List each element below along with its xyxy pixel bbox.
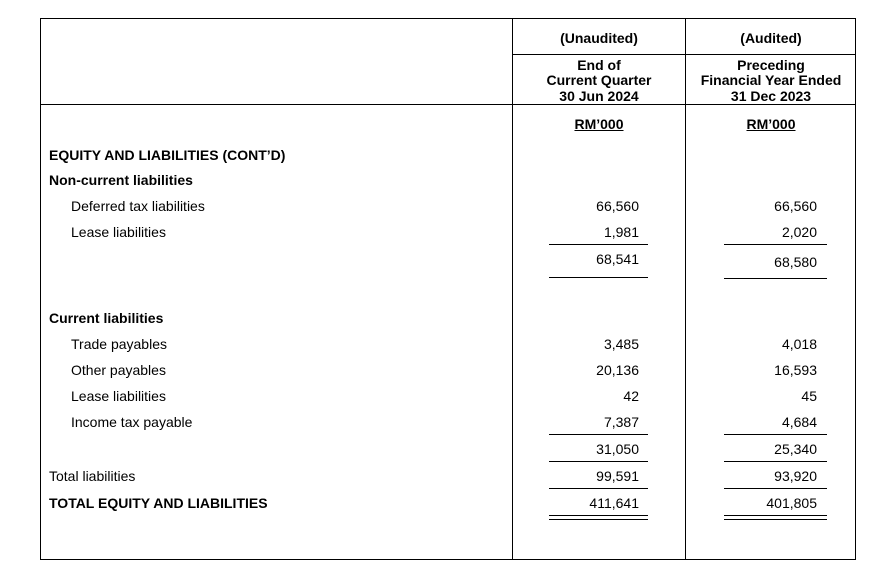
noncurrent-row-label: Lease liabilities <box>71 224 166 240</box>
current-subtotal-current: 31,050 <box>596 441 639 457</box>
noncurrent-heading: Non-current liabilities <box>49 172 193 188</box>
current-total-rule-current <box>549 461 648 462</box>
col1-status-label: (Unaudited) <box>560 30 638 46</box>
header-bottom-divider <box>40 104 856 105</box>
noncurrent-total-rule-current <box>549 277 648 278</box>
col2-header-line3: 31 Dec 2023 <box>730 88 812 104</box>
total-liabilities-prior: 93,920 <box>774 468 817 484</box>
current-row-value-current: 42 <box>623 388 639 404</box>
col2-header-line1: Preceding <box>737 57 805 73</box>
noncurrent-row-value-current: 1,981 <box>603 224 639 240</box>
current-row-label: Trade payables <box>71 336 167 352</box>
total-liabilities-rule-current <box>549 488 648 489</box>
current-row-label: Income tax payable <box>71 414 193 430</box>
col2-header-line2: Financial Year Ended <box>700 72 842 88</box>
noncurrent-subtotal-rule-prior <box>724 244 827 245</box>
col1-header-line2: Current Quarter <box>546 72 652 88</box>
current-row-value-current: 7,387 <box>603 414 639 430</box>
grand-total-double-rule-prior <box>724 515 827 520</box>
total-equity-liabilities-prior: 401,805 <box>766 495 817 511</box>
header-status-divider <box>512 54 856 55</box>
total-liabilities-current: 99,591 <box>596 468 639 484</box>
noncurrent-subtotal-rule-current <box>549 244 648 245</box>
current-row-label: Lease liabilities <box>71 388 166 404</box>
col2-unit: RM’000 <box>746 116 796 132</box>
current-row-value-prior: 16,593 <box>774 362 817 378</box>
current-row-value-prior: 4,684 <box>781 414 817 430</box>
noncurrent-row-value-current: 66,560 <box>596 198 639 214</box>
current-row-value-current: 3,485 <box>603 336 639 352</box>
current-heading: Current liabilities <box>49 310 164 326</box>
current-row-label: Other payables <box>71 362 166 378</box>
total-liabilities-label: Total liabilities <box>49 468 136 484</box>
col1-header-line1: End of <box>577 57 621 73</box>
current-row-value-current: 20,136 <box>596 362 639 378</box>
col2-status-label: (Audited) <box>740 30 802 46</box>
total-equity-liabilities-current: 411,641 <box>589 495 639 511</box>
noncurrent-subtotal-current: 68,541 <box>596 251 639 267</box>
noncurrent-row-value-prior: 66,560 <box>774 198 817 214</box>
current-row-value-prior: 45 <box>801 388 817 404</box>
current-subtotal-rule-prior <box>724 434 827 435</box>
col1-header-line3: 30 Jun 2024 <box>559 88 639 104</box>
total-equity-liabilities-label: TOTAL EQUITY AND LIABILITIES <box>49 495 268 511</box>
noncurrent-subtotal-prior: 68,580 <box>774 254 817 270</box>
total-liabilities-rule-prior <box>724 488 827 489</box>
grand-total-double-rule-current <box>549 515 648 520</box>
current-row-value-prior: 4,018 <box>781 336 817 352</box>
noncurrent-row-value-prior: 2,020 <box>781 224 817 240</box>
noncurrent-total-rule-prior <box>724 278 827 279</box>
current-total-rule-prior <box>724 461 827 462</box>
current-subtotal-prior: 25,340 <box>774 441 817 457</box>
col1-unit: RM’000 <box>574 116 624 132</box>
section-title: EQUITY AND LIABILITIES (CONT’D) <box>49 147 286 163</box>
noncurrent-row-label: Deferred tax liabilities <box>71 198 205 214</box>
current-subtotal-rule-current <box>549 434 648 435</box>
